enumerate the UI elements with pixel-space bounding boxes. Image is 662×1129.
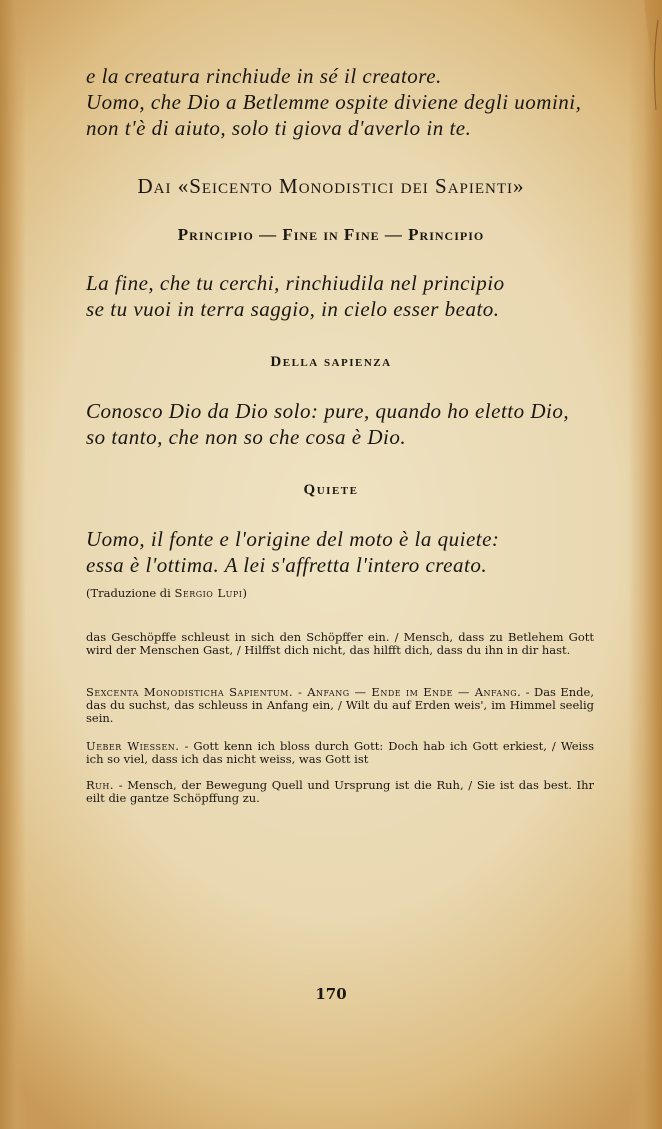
german-note [86, 740, 594, 766]
poem-line: Conosco Dio da Dio solo: pure, quando ho eletto Dio, [86, 399, 570, 423]
german-note [86, 779, 594, 805]
credit-prefix: (Traduzione di [86, 586, 175, 600]
poem-title: Principio — Fine in Fine — Principio [177, 225, 485, 244]
poem-line: Uomo, il fonte e l'origine del moto è la quiete: [86, 527, 500, 551]
translator-name: Sergio Lupi [174, 586, 243, 600]
german-note-text: - Mensch, der Bewegung Quell und Ursprung ist die Ruh, / Sie ist das best. Ihr eilt die gantze Schöpffung zu. [86, 778, 594, 805]
poem-quiete [86, 526, 594, 578]
poem-line: e la creatura rinchiude in sé il creatore. [86, 64, 442, 88]
page-edge-right [628, 0, 662, 1129]
german-note-title: Sexcenta Monodisticha Sapientum. - Anfang — Ende im Ende — Anfang. [86, 685, 522, 699]
poem-sapienza [86, 398, 594, 450]
poem-line: essa è l'ottima. A lei s'affretta l'intero creato. [86, 553, 488, 577]
german-note-text: - Das Ende, das du suchst, das schleuss in Anfang ein, / Wilt du auf Erden weis', im Himmel seelig sein. [86, 685, 594, 725]
poem-principio [86, 270, 594, 322]
german-note-title: Ueber Wiessen. [86, 739, 180, 753]
page-edge-left [0, 0, 26, 1129]
page-corner-curl [622, 0, 662, 130]
section-title: Dai «Seicento Monodistici dei Sapienti» [137, 174, 525, 198]
poem-title: Della sapienza [270, 354, 392, 370]
poem-line: se tu vuoi in terra saggio, in cielo esser beato. [86, 297, 500, 321]
poem-line: Uomo, che Dio a Betlemme ospite diviene degli uomini, [86, 90, 582, 114]
german-note [86, 686, 594, 725]
poem-line: so tanto, che non so che cosa è Dio. [86, 425, 407, 449]
german-note-title: Ruh. [86, 778, 115, 792]
translation-credit [86, 586, 247, 600]
poem-title: Quiete [303, 482, 359, 498]
top-poem [86, 63, 594, 141]
credit-suffix: ) [242, 586, 247, 600]
german-note-text: - Gott kenn ich bloss durch Gott: Doch hab ich Gott erkiest, / Weiss ich so viel, dass ich das nicht weiss, was Gott ist [86, 739, 594, 766]
poem-line: non t'è di aiuto, solo ti giova d'averlo in te. [86, 116, 472, 140]
page-number: 170 [315, 985, 347, 1003]
german-note: das Geschöpffe schleust in sich den Schöpffer ein. / Mensch, dass zu Betlehem Gott wird der Menschen Gast, / Hilffst dich nicht, das hilfft dich, dass du ihn in dir hast. [86, 630, 594, 657]
poem-line: La fine, che tu cerchi, rinchiudila nel principio [86, 271, 505, 295]
